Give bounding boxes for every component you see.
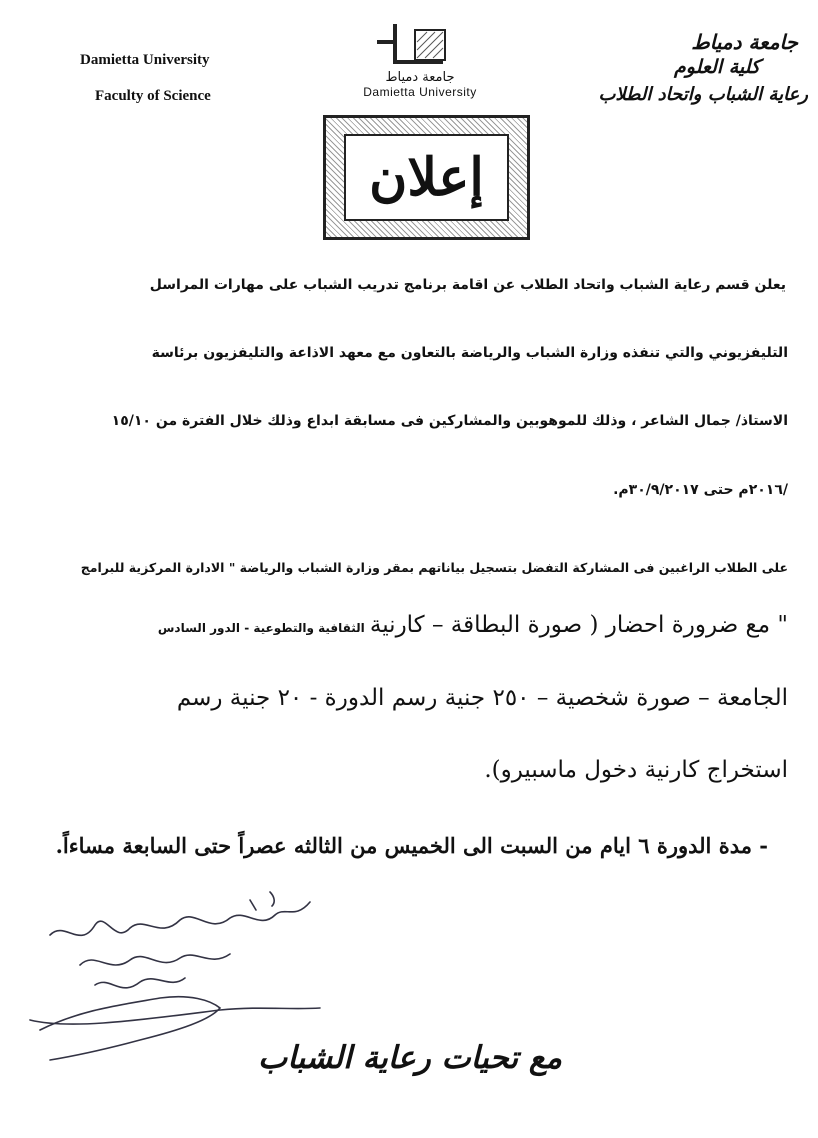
- faculty-name-ar: كلية العلوم: [674, 56, 760, 78]
- university-name-en: Damietta University: [80, 52, 210, 68]
- body-line-7: الجامعة – صورة شخصية – ٢٥٠ جنية رسم الدورة - ٢٠ جنية رسم: [176, 685, 788, 711]
- body-line-2: التليفزيوني والتي تنفذه وزارة الشباب والرياضة بالتعاون مع معهد الاذاعة والتليفزيون برئاسة: [151, 345, 788, 361]
- body-line-1: يعلن قسم رعاية الشباب واتحاد الطلاب عن اقامة برنامج تدريب الشباب على مهارات المراسل: [149, 277, 786, 293]
- footer-regards: مع تحيات رعاية الشباب: [258, 1040, 562, 1076]
- logo-text-en: Damietta University: [363, 85, 477, 99]
- announcement-title-frame: [323, 115, 530, 240]
- body-line-6-small: الثقافية والتطوعية - الدور السادس: [157, 621, 365, 635]
- university-logo: [345, 20, 495, 100]
- logo-text-ar: جامعة دمياط: [385, 70, 455, 85]
- body-line-8: استخراج كارنية دخول ماسبيرو).: [484, 757, 788, 783]
- body-line-9: - مدة الدورة ٦ ايام من السبت الى الخميس من الثالثه عصراً حتى السابعة مساءاً.: [55, 833, 768, 858]
- body-line-4: /٢٠١٦م حتى ٣٠/٩/٢٠١٧م.: [613, 482, 788, 498]
- body-line-5: على الطلاب الراغبين فى المشاركة التفضل بتسجيل بياناتهم بمقر وزارة الشباب والرياضة " الادارة المركزية للبرامج: [80, 560, 788, 575]
- university-name-ar: جامعة دمياط: [691, 30, 798, 54]
- department-name-ar: رعاية الشباب واتحاد الطلاب: [598, 84, 808, 105]
- body-line-6: [158, 612, 788, 638]
- body-line-3: الاستاذ/ جمال الشاعر ، وذلك للموهوبين والمشاركين فى مسابقة ابداع وذلك خلال الفترة من ١٥/١٠: [111, 413, 788, 429]
- faculty-name-en: Faculty of Science: [95, 88, 211, 104]
- logo-mark-icon: [345, 20, 495, 72]
- announcement-title: إعلان: [369, 146, 484, 208]
- body-line-6-big: " مع ضرورة احضار ( صورة البطاقة – كارنية: [369, 612, 788, 638]
